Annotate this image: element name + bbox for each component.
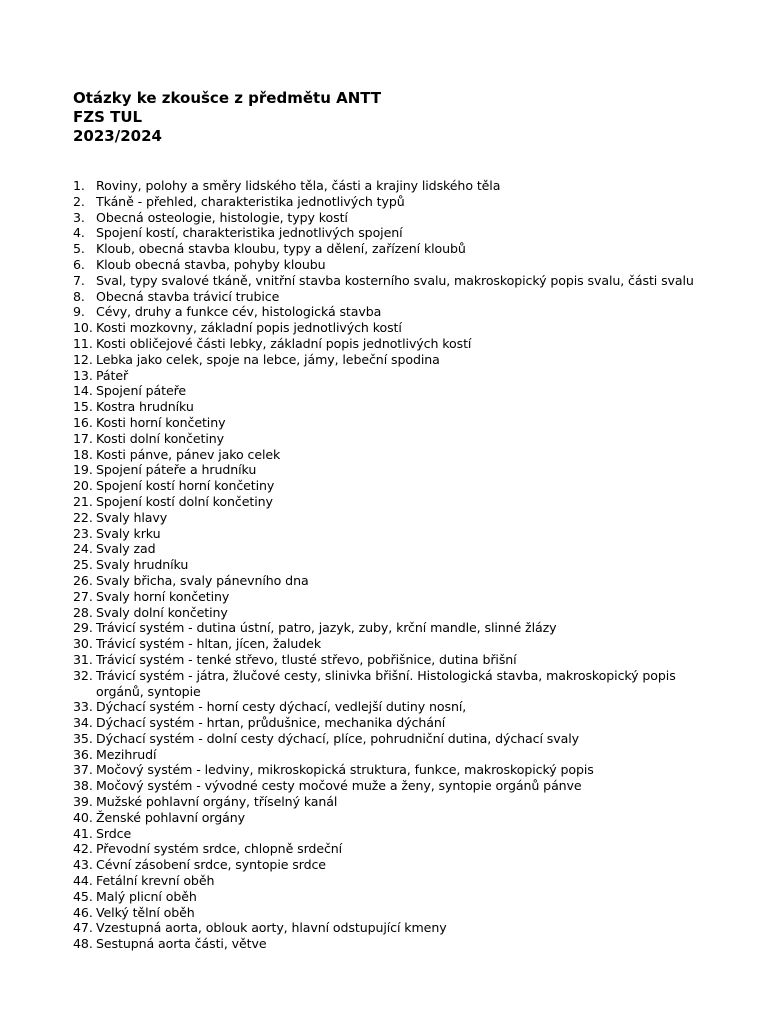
question-item	[73, 368, 713, 384]
question-item	[73, 794, 713, 810]
question-item	[73, 652, 713, 668]
question-number: 47.	[73, 920, 93, 936]
question-number: 25.	[73, 557, 93, 573]
question-item	[73, 399, 713, 415]
question-item	[73, 383, 713, 399]
question-text: Fetální krevní oběh	[96, 873, 215, 889]
question-text: Kosti mozkovny, základní popis jednotlivých kostí	[96, 320, 402, 336]
question-number: 30.	[73, 636, 93, 652]
question-item	[73, 589, 713, 605]
question-text: Páteř	[96, 367, 129, 383]
question-item	[73, 605, 713, 621]
question-text: Kosti obličejové části lebky, základní popis jednotlivých kostí	[96, 335, 472, 351]
question-text: Ženské pohlavní orgány	[96, 809, 245, 825]
question-text: Kloub obecná stavba, pohyby kloubu	[96, 256, 326, 272]
question-item	[73, 178, 713, 194]
question-item	[73, 447, 713, 463]
document-header	[73, 89, 673, 146]
question-text: Sestupná aorta části, větve	[96, 936, 267, 952]
question-number: 10.	[73, 320, 93, 336]
question-text: Roviny, polohy a směry lidského těla, části a krajiny lidského těla	[96, 178, 501, 193]
question-number: 35.	[73, 730, 93, 746]
question-text: Močový systém - vývodné cesty močové muže a ženy, syntopie orgánů pánve	[96, 778, 582, 794]
question-item	[73, 510, 713, 526]
question-number: 29.	[73, 620, 93, 636]
question-item	[73, 257, 713, 273]
question-number: 34.	[73, 715, 93, 731]
question-item	[73, 415, 713, 431]
question-text: Spojení páteře a hrudníku	[96, 462, 257, 478]
question-number: 4.	[73, 225, 85, 241]
document-title: Otázky ke zkoušce z předmětu ANTT	[73, 89, 382, 107]
question-number: 1.	[73, 178, 85, 193]
question-text: Cévní zásobení srdce, syntopie srdce	[96, 857, 326, 873]
question-text: Spojení kostí dolní končetiny	[96, 493, 273, 509]
question-number: 22.	[73, 509, 93, 525]
question-text: Lebka jako celek, spoje na lebce, jámy, lebeční spodina	[96, 351, 440, 367]
question-number: 28.	[73, 604, 93, 620]
question-item	[73, 810, 713, 826]
question-number: 17.	[73, 430, 93, 446]
question-item	[73, 731, 713, 747]
question-text: Srdce	[96, 825, 132, 841]
question-number: 21.	[73, 493, 93, 509]
question-number: 20.	[73, 478, 93, 494]
question-number: 27.	[73, 588, 93, 604]
question-item	[73, 699, 713, 715]
question-number: 3.	[73, 209, 85, 225]
question-item	[73, 920, 713, 936]
question-text: Sval, typy svalové tkáně, vnitřní stavba kosterního svalu, makroskopický popis svalu, části svalu	[96, 272, 694, 288]
question-item	[73, 352, 713, 368]
question-number: 6.	[73, 256, 85, 272]
question-number: 13.	[73, 367, 93, 383]
question-number: 5.	[73, 241, 85, 257]
question-item	[73, 210, 713, 226]
question-text: Dýchací systém - hrtan, průdušnice, mechanika dýchání	[96, 715, 446, 731]
question-number: 12.	[73, 351, 93, 367]
question-text: Spojení kostí, charakteristika jednotlivých spojení	[96, 225, 403, 241]
question-item	[73, 431, 713, 447]
question-text: Velký tělní oběh	[96, 904, 195, 920]
question-text: Kloub, obecná stavba kloubu, typy a dělení, zařízení kloubů	[96, 241, 466, 257]
question-text: Tkáně - přehled, charakteristika jednotlivých typů	[96, 193, 405, 209]
question-number: 9.	[73, 304, 85, 320]
question-item	[73, 225, 713, 241]
question-item	[73, 841, 713, 857]
question-number: 14.	[73, 383, 93, 399]
question-item	[73, 557, 713, 573]
question-item	[73, 494, 713, 510]
question-number: 26.	[73, 572, 93, 588]
question-item	[73, 241, 713, 257]
question-text: Svaly břicha, svaly pánevního dna	[96, 572, 309, 588]
question-number: 23.	[73, 525, 93, 541]
question-item	[73, 620, 713, 636]
question-text: Obecná osteologie, histologie, typy kostí	[96, 209, 348, 225]
question-text: Mezihrudí	[96, 746, 157, 762]
question-text: Vzestupná aorta, oblouk aorty, hlavní odstupující kmeny	[96, 920, 447, 936]
question-number: 15.	[73, 399, 93, 415]
question-text: Mužské pohlavní orgány, tříselný kanál	[96, 794, 338, 810]
question-text: Svaly krku	[96, 525, 161, 541]
question-number: 11.	[73, 335, 93, 351]
question-number: 42.	[73, 841, 93, 857]
question-item	[73, 526, 713, 542]
question-number: 18.	[73, 446, 93, 462]
question-item	[73, 541, 713, 557]
question-number: 41.	[73, 825, 93, 841]
question-text: Svaly hlavy	[96, 509, 168, 525]
question-number: 43.	[73, 857, 93, 873]
question-item	[73, 826, 713, 842]
question-text: Cévy, druhy a funkce cév, histologická stavba	[96, 304, 382, 320]
question-item	[73, 857, 713, 873]
question-number: 24.	[73, 541, 93, 557]
question-item	[73, 320, 713, 336]
question-text: Trávicí systém - dutina ústní, patro, jazyk, zuby, krční mandle, slinné žlázy	[96, 620, 557, 636]
question-item	[73, 778, 713, 794]
question-number: 32.	[73, 667, 93, 683]
question-item	[73, 873, 713, 889]
question-item	[73, 936, 713, 952]
question-number: 33.	[73, 699, 93, 715]
question-item	[73, 194, 713, 210]
question-item	[73, 762, 713, 778]
question-text: Trávicí systém - játra, žlučové cesty, slinivka břišní. Histologická stavba, makroskopický popis orgánů, syntopie	[96, 667, 676, 699]
question-number: 46.	[73, 904, 93, 920]
question-item	[73, 289, 713, 305]
question-text: Kosti dolní končetiny	[96, 430, 224, 446]
question-item	[73, 905, 713, 921]
question-item	[73, 668, 713, 700]
question-item	[73, 336, 713, 352]
question-number: 44.	[73, 873, 93, 889]
question-number: 36.	[73, 746, 93, 762]
question-text: Trávicí systém - tenké střevo, tlusté střevo, pobřišnice, dutina břišní	[96, 651, 517, 667]
question-number: 45.	[73, 888, 93, 904]
academic-year: 2023/2024	[73, 127, 162, 145]
question-text: Trávicí systém - hltan, jícen, žaludek	[96, 636, 322, 652]
question-text: Malý plicní oběh	[96, 888, 197, 904]
question-text: Svaly zad	[96, 541, 156, 557]
question-text: Převodní systém srdce, chlopně srdeční	[96, 841, 343, 857]
question-number: 8.	[73, 288, 85, 304]
question-item	[73, 747, 713, 763]
question-text: Spojení páteře	[96, 383, 187, 399]
question-number: 40.	[73, 809, 93, 825]
faculty-label: FZS TUL	[73, 108, 143, 126]
question-item	[73, 715, 713, 731]
question-text: Kostra hrudníku	[96, 399, 194, 415]
question-item	[73, 573, 713, 589]
question-number: 31.	[73, 651, 93, 667]
question-item	[73, 462, 713, 478]
question-list	[73, 178, 713, 952]
question-number: 19.	[73, 462, 93, 478]
question-item	[73, 273, 713, 289]
question-number: 38.	[73, 778, 93, 794]
question-text: Dýchací systém - horní cesty dýchací, vedlejší dutiny nosní,	[96, 699, 467, 715]
question-number: 7.	[73, 272, 85, 288]
question-number: 37.	[73, 762, 93, 778]
question-text: Svaly dolní končetiny	[96, 604, 228, 620]
question-number: 48.	[73, 936, 93, 952]
question-item	[73, 478, 713, 494]
question-text: Svaly hrudníku	[96, 557, 189, 573]
question-item	[73, 889, 713, 905]
question-text: Spojení kostí horní končetiny	[96, 478, 275, 494]
question-item	[73, 304, 713, 320]
question-text: Obecná stavba trávicí trubice	[96, 288, 280, 304]
question-text: Kosti horní končetiny	[96, 414, 226, 430]
question-text: Svaly horní končetiny	[96, 588, 230, 604]
question-text: Kosti pánve, pánev jako celek	[96, 446, 281, 462]
question-number: 39.	[73, 794, 93, 810]
question-number: 2.	[73, 193, 85, 209]
question-item	[73, 636, 713, 652]
question-text: Dýchací systém - dolní cesty dýchací, plíce, pohrudniční dutina, dýchací svaly	[96, 730, 579, 746]
question-text: Močový systém - ledviny, mikroskopická struktura, funkce, makroskopický popis	[96, 762, 594, 778]
question-number: 16.	[73, 414, 93, 430]
